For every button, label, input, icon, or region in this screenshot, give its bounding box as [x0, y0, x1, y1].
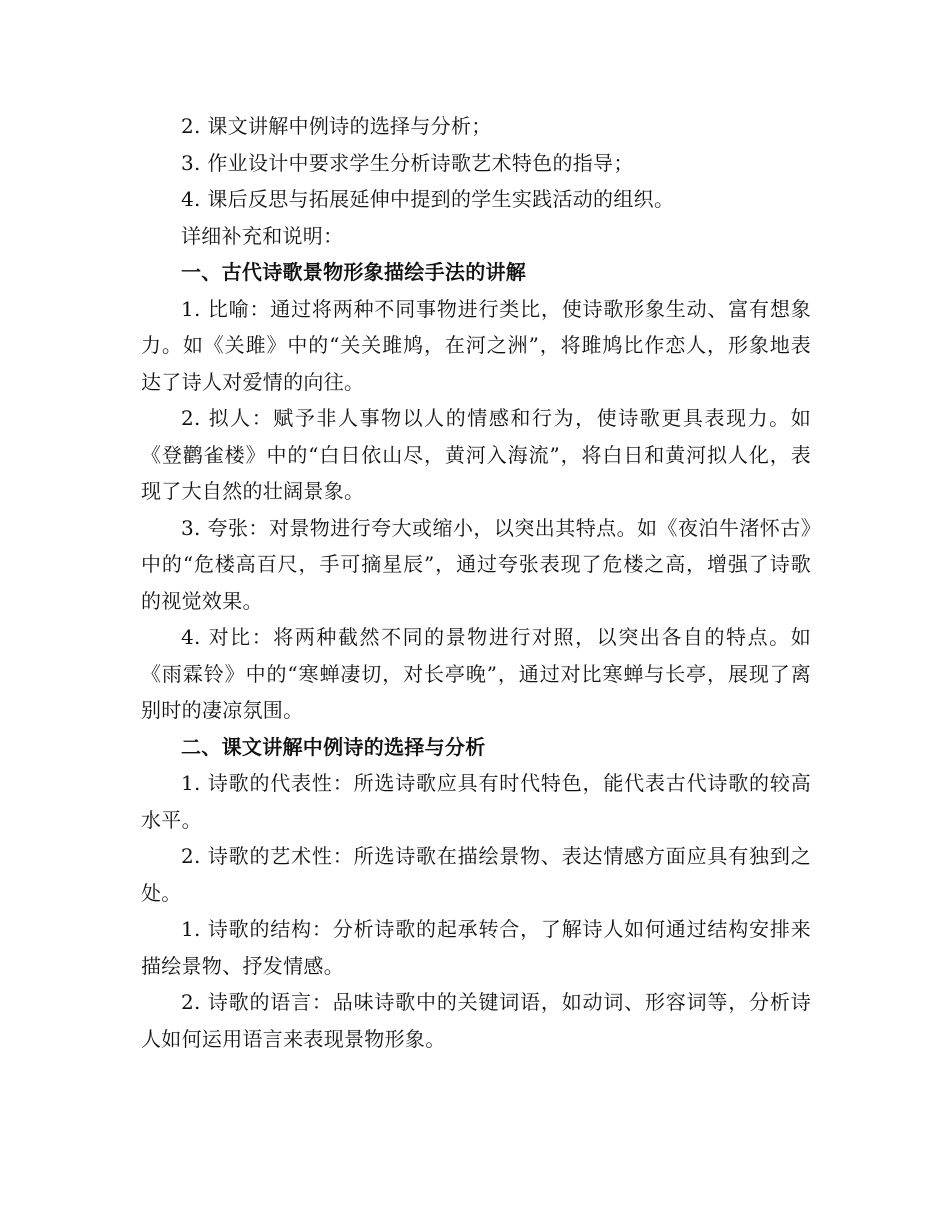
paragraph-contrast: 4. 对比：将两种截然不同的景物进行对照，以突出各自的特点。如《雨霖铃》中的“寒蝉凄切，对长亭晚”，通过对比寒蝉与长亭，展现了离别时的凄凉氛围。 [141, 625, 811, 722]
section-heading-2: 二、课文讲解中例诗的选择与分析 [181, 734, 486, 759]
paragraph-metaphor: 1. 比喻：通过将两种不同事物进行类比，使诗歌形象生动、富有想象力。如《关雎》中的“关关雎鸠，在河之洲”，将雎鸠比作恋人，形象地表达了诗人对爱情的向往。 [141, 296, 811, 394]
paragraph-structure: 1. 诗歌的结构：分析诗歌的起承转合，了解诗人如何通过结构安排来描绘景物、抒发情感。 [141, 917, 811, 978]
document-body [141, 108, 811, 1057]
list-item-lesson-analysis: 2. 课文讲解中例诗的选择与分析； [181, 114, 492, 138]
paragraph-exaggeration: 3. 夸张：对景物进行夸大或缩小，以突出其特点。如《夜泊牛渚怀古》中的“危楼高百尺，手可摘星辰”，通过夸张表现了危楼之高，增强了诗歌的视觉效果。 [141, 515, 811, 613]
section-heading-1: 一、古代诗歌景物形象描绘手法的讲解 [181, 260, 527, 284]
supplement-intro: 详细补充和说明： [181, 223, 344, 248]
paragraph-language: 2. 诗歌的语言：品味诗歌中的关键词语，如动词、形容词等，分析诗人如何运用语言来表现景物形象。 [141, 990, 811, 1051]
list-item-practice-activities: 4. 课后反思与拓展延伸中提到的学生实践活动的组织。 [181, 187, 675, 211]
paragraph-personification: 2. 拟人：赋予非人事物以人的情感和行为，使诗歌更具表现力。如《登鹳雀楼》中的“白日依山尽，黄河入海流”，将白日和黄河拟人化，表现了大自然的壮阔景象。 [141, 406, 811, 503]
list-item-homework-guidance: 3. 作业设计中要求学生分析诗歌艺术特色的指导； [181, 150, 634, 175]
paragraph-representativeness: 1. 诗歌的代表性：所选诗歌应具有时代特色，能代表古代诗歌的较高水平。 [141, 771, 811, 832]
paragraph-artistry: 2. 诗歌的艺术性：所选诗歌在描绘景物、表达情感方面应具有独到之处。 [141, 844, 811, 905]
